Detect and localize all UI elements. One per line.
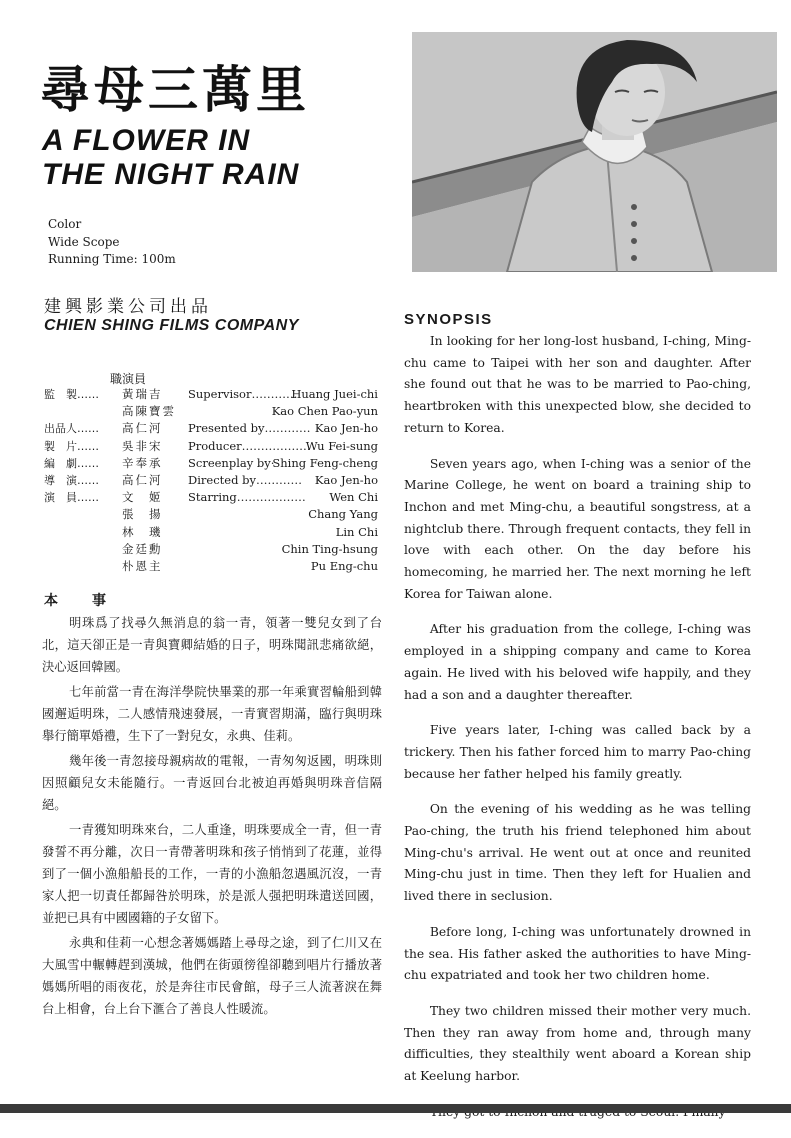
chinese-title: 尋母三萬里	[40, 61, 310, 119]
chinese-synopsis-paragraph: 七年前當一青在海洋學院快畢業的那一年乘實習輪船到韓國邂逅明珠，二人感情飛速發展，一青實習期滿，臨行與明珠舉行簡單婚禮，生下了一對兒女，永典、佳莉。	[42, 685, 382, 743]
credit-role-en: Producer………………	[188, 438, 311, 453]
english-synopsis-paragraph: In looking for her long-lost husband, I-ching, Ming-chu came to Taipei with her son and daughter. After she found out that he was to be married to Pao-ching, heartbroken with this unexpected blow, she decided to return to Korea.	[404, 334, 751, 435]
credit-role-cn: 製 片……	[44, 439, 99, 453]
english-synopsis-paragraph: They two children missed their mother very much. Then they ran away from home and, through many difficulties, they stealthily went aboard a Korean ship at Keelung harbor.	[404, 1003, 751, 1084]
credit-name-en: Wen Chi	[329, 490, 378, 505]
credit-name-cn: 高陳寶雲	[122, 404, 176, 419]
credit-name-cn: 黃瑞吉	[122, 387, 163, 401]
credit-row	[44, 472, 384, 489]
bottom-border	[0, 1104, 791, 1113]
credit-role-cn: 監 製……	[44, 388, 99, 401]
credit-name-en: Kao Jen-ho	[314, 421, 378, 436]
credit-row	[44, 506, 384, 523]
credit-name-en: Chang Yang	[308, 507, 378, 522]
credit-name-cn: 林 璣	[122, 524, 163, 539]
credit-role-cn: 出品人……	[44, 422, 99, 436]
credit-role-en: Screenplay by·	[188, 455, 275, 470]
info-color: Color	[48, 217, 82, 231]
credit-role-cn: 演 員……	[44, 491, 99, 505]
credit-role-en: Presented by…………	[188, 421, 311, 436]
credit-row	[44, 455, 384, 472]
credit-role-cn: 導 演……	[44, 473, 99, 487]
credit-role-cn: 編 劇……	[44, 456, 99, 470]
info-scope: Wide Scope	[48, 234, 120, 249]
english-title-line-1: A FLOWER IN	[42, 124, 251, 157]
credit-row	[44, 438, 384, 455]
credit-row	[44, 386, 384, 403]
credit-role-en: Starring………………	[188, 490, 306, 505]
credit-name-cn: 張 揚	[122, 507, 163, 522]
credits-list	[44, 386, 384, 575]
chinese-company: 建興影業公司出品	[44, 297, 212, 317]
english-synopsis-paragraph: Five years later, I-ching was called back by a trickery. Then his father forced him to marry Pao-ching because her father helped his family greatly.	[404, 723, 751, 781]
credit-row	[44, 541, 384, 558]
credit-name-cn: 朴恩主	[122, 558, 163, 573]
credit-name-en: Kao Jen-ho	[314, 472, 378, 487]
credit-name-en: Pu Eng-chu	[310, 558, 378, 573]
chinese-synopsis-paragraph: 永典和佳莉一心想念著媽媽踏上尋母之途，到了仁川又在大風雪中輾轉趕到漢城，他們在街頭徬徨卻聽到唱片行播放著媽媽所唱的雨夜花，於是奔往市民會館，母子三人流著淚在舞台上相會，台上台下滙合了善良人性暖流。	[42, 936, 382, 1016]
film-info	[48, 216, 176, 269]
credits-heading: 職演員	[110, 372, 147, 386]
credit-name-en: Lin Chi	[335, 524, 378, 539]
chinese-synopsis-paragraph: 一青獲知明珠來台，二人重逢，明珠要成全一青，但一青發誓不再分離，次日一青帶著明珠和孩子悄悄到了花蓮，並得到了一個小漁船船長的工作，一青的小漁船忽遇風沉沒，一青家人把一切責任都歸咎於明珠，於是派人强把明珠遣送回國，並把已具有中國國籍的子女留下。	[42, 823, 382, 925]
chinese-synopsis-heading: 本事	[44, 593, 140, 609]
credit-name-en: Kao Chen Pao-yun	[271, 404, 378, 419]
english-synopsis-heading: SYNOPSIS	[404, 311, 493, 328]
english-synopsis-paragraph: On the evening of his wedding as he was telling Pao-ching, the truth his friend telephoned him about Ming-chu's arrival. He went out at once and reunited Ming-chu just in time. Then they left for Hualien and lived there in seclusion.	[404, 802, 751, 904]
credit-name-en: Shing Feng-cheng	[272, 455, 378, 470]
credit-role-en: Directed by…………	[188, 472, 302, 487]
english-synopsis	[404, 331, 751, 1138]
chinese-synopsis	[42, 612, 382, 1023]
woman-portrait-image	[412, 32, 777, 272]
credit-name-en: Chin Ting-hsung	[281, 541, 378, 556]
english-synopsis-paragraph: Seven years ago, when I-ching was a senior of the Marine College, he went on board a training ship to Inchon and met Ming-chu, a beautiful songstress, at a nightclub there. Through frequent contacts, they fell in love with each other. On the day before his homecoming, he married her. The next morning he left Korea for Taiwan alone.	[404, 456, 751, 601]
credit-name-cn: 吳非宋	[122, 438, 163, 453]
still-photo	[412, 32, 777, 272]
credit-name-cn: 高仁河	[122, 472, 163, 487]
info-running-time: Running Time: 100m	[48, 252, 176, 266]
credit-name-cn: 辛奉承	[122, 455, 163, 470]
chinese-synopsis-paragraph: 幾年後一青忽接母親病故的電報，一青匆匆返國，明珠則因照顧兒女未能隨行。一青返回台北被迫再婚與明珠音信隔絕。	[42, 754, 382, 812]
credit-name-en: Wu Fei-sung	[305, 438, 378, 453]
credit-row	[44, 420, 384, 437]
credit-row	[44, 403, 384, 420]
english-synopsis-paragraph: Before long, I-ching was unfortunately drowned in the sea. His father asked the authorities to have Ming-chu expatriated and took her two children home.	[404, 924, 751, 983]
chinese-synopsis-paragraph: 明珠爲了找尋久無消息的翁一青，領著一雙兒女到了台北，這天卻正是一青與寶卿結婚的日子，明珠聞訊悲痛欲絕，決心返回韓國。	[42, 616, 382, 674]
credit-name-cn: 高仁河	[122, 421, 163, 436]
english-company: CHIEN SHING FILMS COMPANY	[44, 317, 299, 334]
credit-row	[44, 558, 384, 575]
english-title-line-2: THE NIGHT RAIN	[42, 158, 300, 191]
english-title	[42, 124, 299, 192]
credit-name-cn: 文 姬	[122, 490, 163, 505]
english-synopsis-paragraph: After his graduation from the college, I-ching was employed in a shipping company and came to Korea again. He lived with his beloved wife happily, and they had a son and a daughter thereafter.	[404, 622, 751, 702]
credit-role-en: Supervisor…………	[188, 387, 298, 401]
credit-row	[44, 524, 384, 541]
credit-row	[44, 489, 384, 506]
credit-name-cn: 金廷勳	[122, 541, 163, 556]
credit-name-en: Huang Juei-chi	[291, 387, 378, 401]
